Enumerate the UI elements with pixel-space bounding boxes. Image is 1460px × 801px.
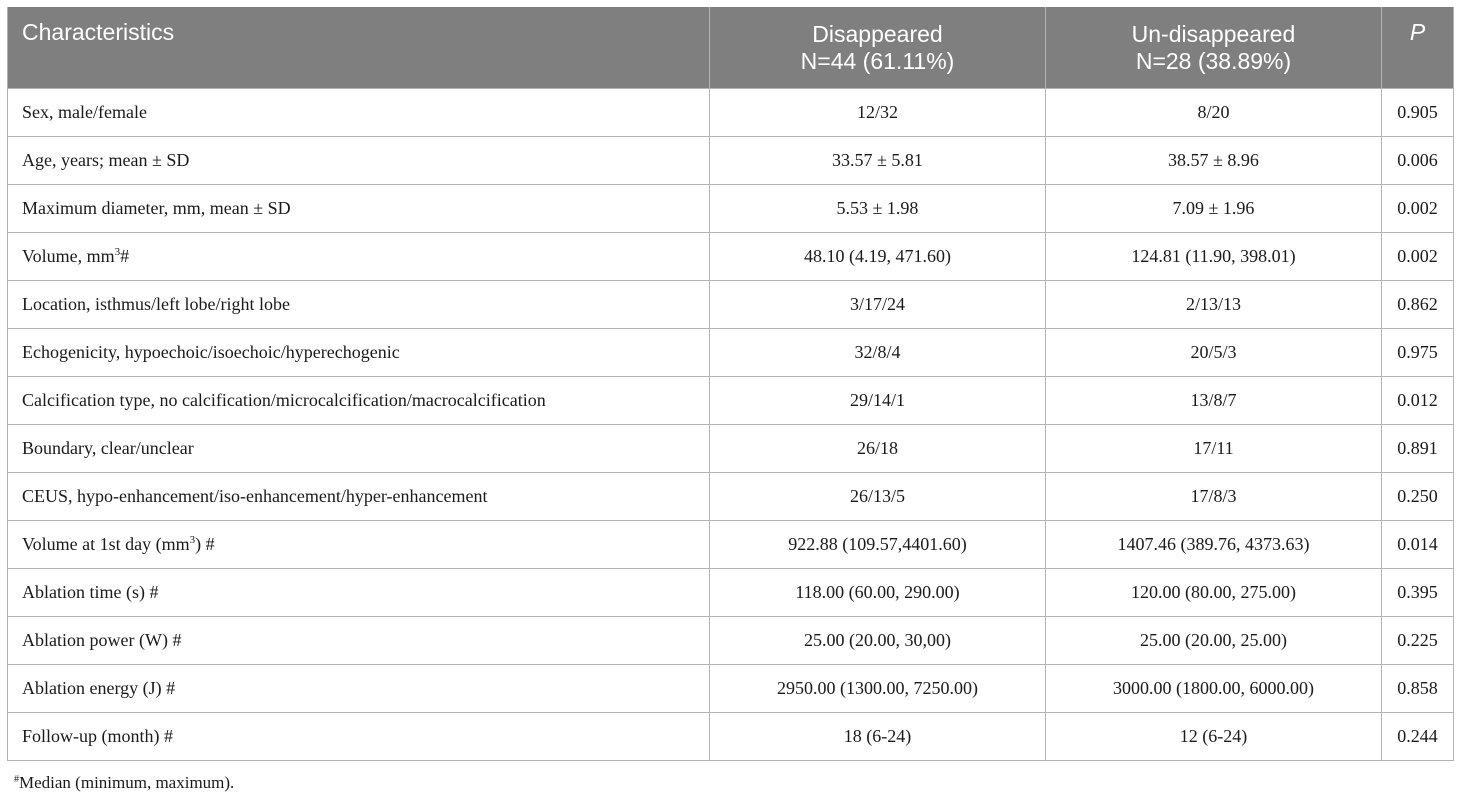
cell-disappeared: 33.57 ± 5.81 xyxy=(710,137,1046,185)
row-label: Echogenicity, hypoechoic/isoechoic/hyperechogenic xyxy=(8,329,710,377)
cell-disappeared: 118.00 (60.00, 290.00) xyxy=(710,569,1046,617)
cell-disappeared: 922.88 (109.57,4401.60) xyxy=(710,521,1046,569)
cell-undisappeared: 8/20 xyxy=(1046,89,1382,137)
cell-disappeared: 48.10 (4.19, 471.60) xyxy=(710,233,1046,281)
table-row xyxy=(8,473,1454,521)
cell-p-value: 0.006 xyxy=(1382,137,1454,185)
superscript-three: 3 xyxy=(114,246,121,258)
cell-undisappeared: 124.81 (11.90, 398.01) xyxy=(1046,233,1382,281)
characteristics-table-container xyxy=(7,7,1453,761)
table-row xyxy=(8,521,1454,569)
cell-disappeared: 5.53 ± 1.98 xyxy=(710,185,1046,233)
table-footnote xyxy=(14,773,234,793)
table-row xyxy=(8,233,1454,281)
cell-disappeared: 25.00 (20.00, 30,00) xyxy=(710,617,1046,665)
cell-p-value: 0.858 xyxy=(1382,665,1454,713)
table-row xyxy=(8,137,1454,185)
cell-p-value: 0.395 xyxy=(1382,569,1454,617)
cell-undisappeared: 38.57 ± 8.96 xyxy=(1046,137,1382,185)
cell-p-value: 0.225 xyxy=(1382,617,1454,665)
cell-undisappeared: 17/11 xyxy=(1046,425,1382,473)
header-disappeared xyxy=(710,7,1046,89)
table-row xyxy=(8,89,1454,137)
row-label: CEUS, hypo-enhancement/iso-enhancement/hyper-enhancement xyxy=(8,473,710,521)
cell-disappeared: 3/17/24 xyxy=(710,281,1046,329)
cell-undisappeared: 3000.00 (1800.00, 6000.00) xyxy=(1046,665,1382,713)
table-row xyxy=(8,569,1454,617)
cell-disappeared: 26/18 xyxy=(710,425,1046,473)
table-row xyxy=(8,281,1454,329)
header-disappeared-n: N=44 (61.11%) xyxy=(800,47,955,74)
header-p-value: P xyxy=(1382,7,1454,89)
cell-undisappeared: 120.00 (80.00, 275.00) xyxy=(1046,569,1382,617)
header-undisappeared-n: N=28 (38.89%) xyxy=(1135,47,1292,74)
cell-p-value: 0.250 xyxy=(1382,473,1454,521)
row-label: Age, years; mean ± SD xyxy=(8,137,710,185)
table-header-row xyxy=(8,7,1454,89)
cell-p-value: 0.012 xyxy=(1382,377,1454,425)
cell-p-value: 0.905 xyxy=(1382,89,1454,137)
median-marker: # xyxy=(120,246,130,266)
cell-undisappeared: 13/8/7 xyxy=(1046,377,1382,425)
row-label-text: Volume, mm xyxy=(22,246,115,266)
cell-undisappeared: 1407.46 (389.76, 4373.63) xyxy=(1046,521,1382,569)
row-label: Maximum diameter, mm, mean ± SD xyxy=(8,185,710,233)
row-label: Calcification type, no calcification/microcalcification/macrocalcification xyxy=(8,377,710,425)
cell-undisappeared: 12 (6-24) xyxy=(1046,713,1382,761)
row-label xyxy=(8,233,710,281)
row-label: Ablation energy (J) # xyxy=(8,665,710,713)
cell-p-value: 0.244 xyxy=(1382,713,1454,761)
cell-p-value: 0.014 xyxy=(1382,521,1454,569)
cell-undisappeared: 20/5/3 xyxy=(1046,329,1382,377)
cell-p-value: 0.002 xyxy=(1382,185,1454,233)
characteristics-table xyxy=(7,7,1454,761)
cell-undisappeared: 17/8/3 xyxy=(1046,473,1382,521)
cell-disappeared: 26/13/5 xyxy=(710,473,1046,521)
table-row xyxy=(8,377,1454,425)
cell-disappeared: 18 (6-24) xyxy=(710,713,1046,761)
superscript-three: 3 xyxy=(189,534,196,546)
cell-p-value: 0.891 xyxy=(1382,425,1454,473)
row-label xyxy=(8,521,710,569)
table-row xyxy=(8,425,1454,473)
row-label: Boundary, clear/unclear xyxy=(8,425,710,473)
cell-p-value: 0.002 xyxy=(1382,233,1454,281)
cell-p-value: 0.862 xyxy=(1382,281,1454,329)
cell-disappeared: 32/8/4 xyxy=(710,329,1046,377)
header-undisappeared xyxy=(1046,7,1382,89)
table-row xyxy=(8,665,1454,713)
footnote-text: Median (minimum, maximum). xyxy=(19,773,235,792)
median-marker: ) # xyxy=(195,534,215,554)
row-label: Location, isthmus/left lobe/right lobe xyxy=(8,281,710,329)
cell-undisappeared: 2/13/13 xyxy=(1046,281,1382,329)
cell-undisappeared: 7.09 ± 1.96 xyxy=(1046,185,1382,233)
cell-disappeared: 2950.00 (1300.00, 7250.00) xyxy=(710,665,1046,713)
footnote-symbol: # xyxy=(14,774,19,785)
header-disappeared-title: Disappeared xyxy=(812,20,943,47)
table-row xyxy=(8,617,1454,665)
row-label-text: Volume at 1st day (mm xyxy=(22,534,190,554)
header-undisappeared-title: Un-disappeared xyxy=(1131,20,1296,47)
table-row xyxy=(8,185,1454,233)
cell-p-value: 0.975 xyxy=(1382,329,1454,377)
cell-disappeared: 29/14/1 xyxy=(710,377,1046,425)
table-row xyxy=(8,713,1454,761)
cell-disappeared: 12/32 xyxy=(710,89,1046,137)
row-label: Follow-up (month) # xyxy=(8,713,710,761)
table-row xyxy=(8,329,1454,377)
header-characteristics: Characteristics xyxy=(8,7,710,89)
cell-undisappeared: 25.00 (20.00, 25.00) xyxy=(1046,617,1382,665)
row-label: Ablation power (W) # xyxy=(8,617,710,665)
row-label: Ablation time (s) # xyxy=(8,569,710,617)
row-label: Sex, male/female xyxy=(8,89,710,137)
